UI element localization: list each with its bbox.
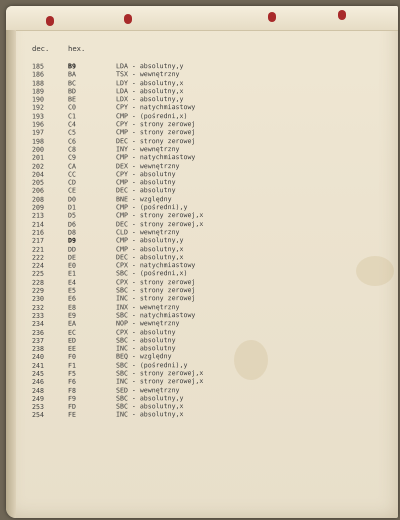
hex-value: EC [67,328,76,337]
dec-value: 202 [31,162,44,171]
hex-value: EE [67,344,76,353]
dec-value: 238 [31,344,44,353]
instruction-description: CMP - (pośredni),y [115,203,188,212]
instruction-description: TSX - wewnętrzny [115,70,180,79]
instruction-description: LDA - absolutny,y [115,62,184,71]
dec-value: 189 [31,87,44,96]
instruction-description: INC - absolutny,x [115,410,184,419]
dec-value: 197 [31,128,44,137]
instruction-description: DEC - strony zerowej,x [115,219,204,229]
hex-value: D9 [67,236,76,245]
instruction-description: CMP - absolutny,y [115,236,184,245]
hex-value: CE [67,186,76,195]
binding-ring [124,14,132,24]
dec-value: 196 [31,120,44,129]
dec-value: 200 [31,145,44,154]
dec-value: 190 [31,95,44,104]
dec-value: 213 [31,211,44,221]
dec-value: 224 [31,261,44,270]
dec-value: 216 [31,228,44,237]
instruction-description: INX - wewnętrzny [115,302,180,312]
dec-value: 245 [31,369,44,378]
dec-value: 234 [31,320,44,329]
instruction-description: CMP - absolutny,x [115,244,184,253]
instruction-description: LDA - absolutny,x [115,86,184,96]
dec-value: 233 [31,311,44,320]
instruction-description: SBC - absolutny [115,335,176,345]
instruction-description: SED - wewnętrzny [115,385,180,395]
hex-value: B9 [67,62,76,71]
hex-value: CD [67,178,76,187]
hex-value: C5 [67,128,76,137]
instruction-description: LDX - absolutny,y [115,95,184,104]
instruction-description: SBC - absolutny,y [115,394,184,403]
hex-value: ED [67,336,76,345]
instruction-description: CMP - absolutny [115,178,176,187]
dec-value: 240 [31,353,44,362]
hex-value: D0 [67,195,76,204]
dec-value: 204 [31,170,44,179]
hex-value: C9 [67,153,76,162]
dec-value: 192 [31,103,44,113]
instruction-description: DEC - absolutny [115,186,176,195]
dec-value: 205 [31,178,44,187]
dec-value: 222 [31,253,44,262]
hex-value: BE [67,95,76,104]
instruction-description: CMP - natychmiastowy [115,153,196,162]
instruction-description: DEC - strony zerowej [115,136,196,145]
hex-column-header: hex. [68,44,86,53]
binding-ring [338,10,346,20]
dec-value: 229 [31,286,44,295]
dec-value: 249 [31,394,44,403]
hex-value: FE [67,411,76,420]
instruction-description: INC - strony zerowej,x [115,377,204,386]
dec-value: 228 [31,278,44,287]
dec-value: 246 [31,378,44,387]
instruction-description: CPX - strony zerowej [115,277,196,287]
instruction-description: SBC - absolutny,x [115,402,184,411]
hex-value: E9 [67,311,76,320]
dec-column-header: dec. [32,44,50,53]
dec-value: 201 [31,153,44,162]
hex-value: D8 [67,228,76,237]
instruction-description: SBC - (pośredni,x) [115,269,188,278]
hex-value: BA [67,70,76,79]
hex-value: F9 [67,394,76,403]
hex-value: F5 [67,369,76,378]
dec-value: 221 [31,245,44,254]
instruction-description: CPY - absolutny [115,169,176,179]
hex-value: C0 [67,103,76,112]
instruction-description: CMP - strony zerowej,x [115,211,204,220]
hex-value: BD [67,87,76,96]
hex-value: E6 [67,294,76,303]
binding-ring [46,16,54,26]
hex-value: CA [67,162,76,171]
instruction-description: SBC - strony zerowej [115,286,196,295]
instruction-description: NOP - wewnętrzny [115,319,180,328]
typewritten-page [6,6,398,518]
dec-value: 188 [31,79,44,88]
hex-value: F0 [67,353,76,362]
dec-value: 248 [31,386,44,395]
instruction-description: CMP - strony zerowej [115,128,196,137]
instruction-description: SBC - natychmiastowy [115,310,196,320]
hex-value: C6 [67,137,76,146]
dec-value: 208 [31,195,44,204]
instruction-description: INY - wewnętrzny [115,145,180,154]
dec-value: 206 [31,187,44,196]
dec-value: 225 [31,270,44,279]
dec-value: 214 [31,220,44,229]
hex-value: DE [67,253,76,262]
hex-value: C4 [67,120,76,129]
dec-value: 254 [31,411,44,420]
hex-value: E1 [67,270,76,279]
instruction-description: CPY - natychmiastowy [115,103,196,112]
instruction-description: SBC - strony zerowej,x [115,369,204,378]
instruction-description: DEC - absolutny,x [115,252,184,262]
instruction-description: CPY - strony zerowej [115,120,196,129]
dec-value: 217 [31,236,44,245]
dec-value: 253 [31,403,44,412]
hex-value: E0 [67,261,76,270]
binding-edge [6,30,16,518]
hex-value: FD [67,402,76,411]
instruction-description: CPX - absolutny [115,327,176,336]
instruction-description: BEQ - względny [115,352,172,361]
dec-value: 230 [31,295,44,304]
hex-value: E4 [67,278,76,287]
instruction-description: BNE - względny [115,194,172,204]
dec-value: 241 [31,361,44,370]
instruction-description: CPX - natychmiastowy [115,261,196,270]
table-row [26,409,396,419]
hex-value: BC [67,78,76,87]
hex-value: D5 [67,211,76,220]
hex-value: E8 [67,303,76,312]
hex-value: EA [67,319,76,328]
hex-value: D6 [67,220,76,229]
instruction-description: LDY - absolutny,x [115,78,184,87]
dec-value: 193 [31,112,44,121]
instruction-description: INC - absolutny [115,344,176,353]
instruction-description: DEX - wewnętrzny [115,161,180,170]
binding-ring [268,12,276,22]
instruction-description: SBC - (pośredni),y [115,360,188,370]
instruction-description: CLD - wewnętrzny [115,228,180,237]
dec-value: 209 [31,203,44,212]
dec-value: 198 [31,137,44,146]
instruction-description: INC - strony zerowej [115,294,196,303]
hex-value: DD [67,245,76,254]
dec-value: 236 [31,328,44,337]
hex-value: C1 [67,112,76,121]
hex-value: D1 [67,203,76,212]
dec-value: 185 [31,62,44,71]
hex-value: CC [67,170,76,179]
hex-value: C8 [67,145,76,154]
dec-value: 186 [31,70,44,79]
dec-value: 237 [31,336,44,345]
instruction-description: CMP - (pośredni,x) [115,111,188,121]
hex-value: F8 [67,386,76,395]
dec-value: 232 [31,303,44,312]
hex-value: E5 [67,286,76,295]
opcode-table [26,62,396,419]
hex-value: F1 [67,361,76,370]
hex-value: F6 [67,377,76,387]
